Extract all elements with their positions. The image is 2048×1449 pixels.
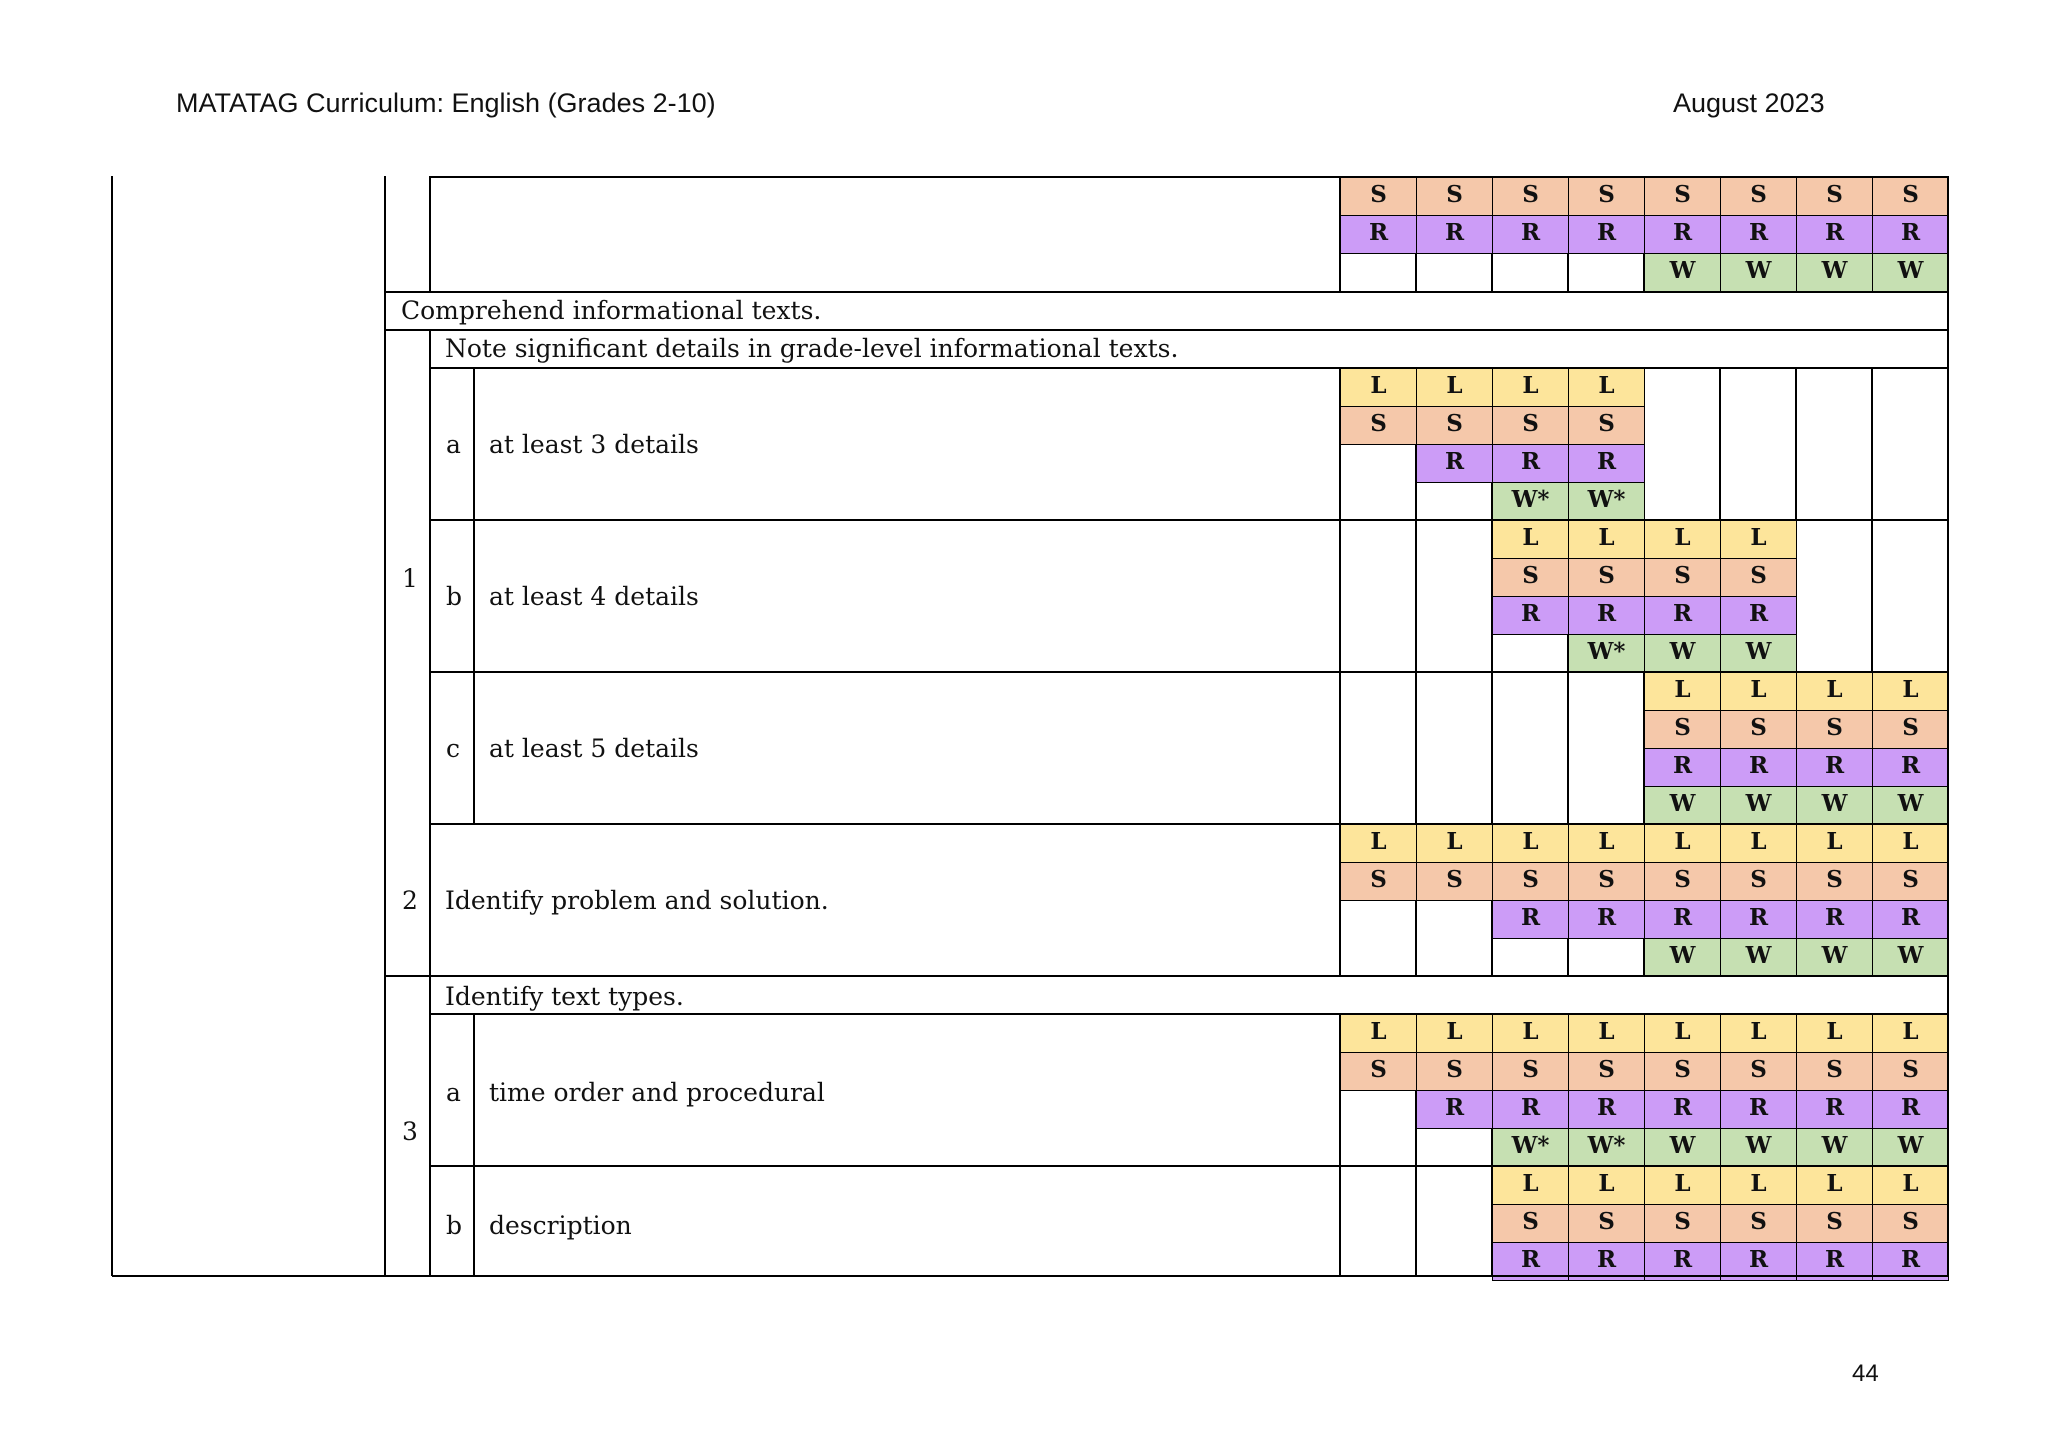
skill-cell-S: S xyxy=(1644,177,1721,216)
skill-cell-W: W* xyxy=(1568,482,1645,521)
grade-column-rule xyxy=(1491,672,1493,824)
skill-cell-R: R xyxy=(1568,444,1645,483)
section-heading: Comprehend informational texts. xyxy=(401,296,822,325)
item-3a-text: time order and procedural xyxy=(489,1078,825,1107)
skill-cell-S: S xyxy=(1340,406,1417,445)
outer-right-rule xyxy=(1947,176,1949,1276)
skill-cell-R: R xyxy=(1720,900,1797,939)
skill-cell-R: R xyxy=(1492,900,1569,939)
skill-cell-L: L xyxy=(1644,824,1721,863)
skill-cell-W: W xyxy=(1872,786,1949,825)
skill-cell-L: L xyxy=(1416,824,1493,863)
skill-cell-W: W xyxy=(1872,1128,1949,1167)
skill-cell-R: R xyxy=(1644,900,1721,939)
item-1b-text: at least 4 details xyxy=(489,582,699,611)
skill-cell-R: R xyxy=(1720,748,1797,787)
skill-cell-L: L xyxy=(1492,1166,1569,1205)
grade-column-rule xyxy=(1795,368,1797,520)
skill-cell-L: L xyxy=(1872,824,1949,863)
skill-cell-R: R xyxy=(1872,215,1949,254)
item-3b-text: description xyxy=(489,1211,632,1240)
skill-cell-W: W xyxy=(1796,253,1873,292)
skill-cell-S: S xyxy=(1644,558,1721,597)
skill-cell-L: L xyxy=(1872,1166,1949,1205)
number-column-rule xyxy=(429,176,431,292)
skill-cell-S: S xyxy=(1796,710,1873,749)
skill-cell-L: L xyxy=(1568,824,1645,863)
skill-cell-S: S xyxy=(1720,177,1797,216)
skill-cell-W: W* xyxy=(1568,1128,1645,1167)
skill-cell-L: L xyxy=(1340,1014,1417,1053)
skill-cell-W: W* xyxy=(1492,1128,1569,1167)
item-1c-letter: c xyxy=(446,734,461,763)
skill-cell-S: S xyxy=(1568,862,1645,901)
skill-cell-S: S xyxy=(1492,1052,1569,1091)
skill-cell-R: R xyxy=(1492,1242,1569,1281)
skill-cell-L: L xyxy=(1720,1166,1797,1205)
skill-cell-W: W xyxy=(1720,1128,1797,1167)
skill-cell-W: W xyxy=(1644,253,1721,292)
skill-cell-S: S xyxy=(1872,862,1949,901)
item-3a-letter: a xyxy=(446,1078,461,1107)
grade-column-rule xyxy=(1415,520,1417,672)
skill-cell-R: R xyxy=(1872,1242,1949,1281)
skill-cell-L: L xyxy=(1644,1014,1721,1053)
item-3-number: 3 xyxy=(402,1117,418,1146)
skill-cell-W: W xyxy=(1720,634,1797,673)
skill-cell-S: S xyxy=(1644,1052,1721,1091)
grade-column-rule xyxy=(1339,520,1341,672)
row-rule xyxy=(385,291,1948,293)
skill-cell-W: W xyxy=(1796,786,1873,825)
skill-cell-W: W xyxy=(1644,938,1721,977)
grade-column-rule xyxy=(1339,1166,1341,1276)
skill-cell-S: S xyxy=(1720,1052,1797,1091)
item-3-title: Identify text types. xyxy=(445,982,684,1011)
skill-cell-S: S xyxy=(1644,710,1721,749)
item-2-text: Identify problem and solution. xyxy=(445,886,829,915)
skill-cell-R: R xyxy=(1796,1090,1873,1129)
skill-cell-L: L xyxy=(1568,368,1645,407)
skill-cell-L: L xyxy=(1872,672,1949,711)
skill-cell-R: R xyxy=(1644,596,1721,635)
skill-cell-R: R xyxy=(1492,596,1569,635)
skill-cell-R: R xyxy=(1568,900,1645,939)
skill-cell-W: W xyxy=(1644,786,1721,825)
skill-cell-S: S xyxy=(1492,406,1569,445)
skill-cell-L: L xyxy=(1796,1166,1873,1205)
skill-cell-W: W xyxy=(1720,253,1797,292)
skill-cell-L: L xyxy=(1492,368,1569,407)
outer-bottom-rule xyxy=(112,1275,385,1277)
skill-cell-R: R xyxy=(1568,596,1645,635)
grade-column-rule xyxy=(1871,520,1873,672)
skill-cell-W: W xyxy=(1796,938,1873,977)
letter-column-rule xyxy=(473,1014,475,1276)
row-rule xyxy=(385,975,1948,977)
skill-cell-R: R xyxy=(1416,444,1493,483)
skill-cell-S: S xyxy=(1492,177,1569,216)
number-column-rule xyxy=(429,824,431,976)
letter-column-rule xyxy=(473,368,475,824)
skill-cell-L: L xyxy=(1644,520,1721,559)
item-3b-letter: b xyxy=(446,1211,463,1240)
skill-cell-L: L xyxy=(1568,1166,1645,1205)
row-rule xyxy=(385,329,1948,331)
skill-cell-S: S xyxy=(1416,862,1493,901)
skill-cell-L: L xyxy=(1796,1014,1873,1053)
skill-cell-R: R xyxy=(1872,1090,1949,1129)
skill-cell-R: R xyxy=(1492,444,1569,483)
skill-cell-R: R xyxy=(1720,1090,1797,1129)
skill-cell-R: R xyxy=(1796,900,1873,939)
skill-cell-R: R xyxy=(1644,1090,1721,1129)
grade-column-rule xyxy=(1567,672,1569,824)
grade-column-rule xyxy=(1415,1166,1417,1276)
skill-cell-S: S xyxy=(1872,1204,1949,1243)
item-1b-letter: b xyxy=(446,582,463,611)
skill-cell-S: S xyxy=(1568,1052,1645,1091)
item-1c-text: at least 5 details xyxy=(489,734,699,763)
skill-cell-L: L xyxy=(1492,1014,1569,1053)
skill-cell-R: R xyxy=(1796,748,1873,787)
skill-cell-R: R xyxy=(1416,215,1493,254)
skill-cell-W: W xyxy=(1644,1128,1721,1167)
skill-cell-S: S xyxy=(1720,1204,1797,1243)
skill-cell-L: L xyxy=(1644,1166,1721,1205)
skill-cell-R: R xyxy=(1416,1090,1493,1129)
skill-cell-S: S xyxy=(1720,862,1797,901)
skill-cell-L: L xyxy=(1796,672,1873,711)
number-column-rule xyxy=(429,976,431,1276)
skill-cell-L: L xyxy=(1720,520,1797,559)
skill-cell-L: L xyxy=(1416,1014,1493,1053)
grade-column-rule xyxy=(1871,368,1873,520)
skill-cell-S: S xyxy=(1872,710,1949,749)
skill-cell-S: S xyxy=(1872,1052,1949,1091)
skill-cell-L: L xyxy=(1644,672,1721,711)
item-2-number: 2 xyxy=(402,886,418,915)
grade-column-rule xyxy=(1719,368,1721,520)
skill-cell-L: L xyxy=(1340,368,1417,407)
skill-cell-R: R xyxy=(1492,1090,1569,1129)
skill-cell-S: S xyxy=(1492,862,1569,901)
item-1-number: 1 xyxy=(402,564,418,593)
skill-cell-L: L xyxy=(1492,824,1569,863)
skill-cell-S: S xyxy=(1720,710,1797,749)
skill-cell-R: R xyxy=(1644,215,1721,254)
skill-cell-S: S xyxy=(1492,558,1569,597)
skill-cell-S: S xyxy=(1416,1052,1493,1091)
skill-cell-S: S xyxy=(1796,1052,1873,1091)
skill-cell-W: W xyxy=(1872,938,1949,977)
skill-cell-R: R xyxy=(1568,215,1645,254)
skill-cell-R: R xyxy=(1340,215,1417,254)
skill-cell-L: L xyxy=(1492,520,1569,559)
skill-cell-R: R xyxy=(1720,596,1797,635)
skill-cell-S: S xyxy=(1644,1204,1721,1243)
skill-cell-S: S xyxy=(1568,177,1645,216)
skill-cell-S: S xyxy=(1568,406,1645,445)
skill-cell-W: W* xyxy=(1568,634,1645,673)
skill-cell-S: S xyxy=(1416,177,1493,216)
item-1a-text: at least 3 details xyxy=(489,430,699,459)
table-bottom-rule xyxy=(385,1275,1948,1277)
skill-cell-L: L xyxy=(1720,1014,1797,1053)
item-1a-letter: a xyxy=(446,430,461,459)
skill-cell-S: S xyxy=(1796,1204,1873,1243)
skill-cell-W: W xyxy=(1872,253,1949,292)
skill-cell-S: S xyxy=(1416,406,1493,445)
skill-cell-R: R xyxy=(1720,1242,1797,1281)
skill-cell-R: R xyxy=(1872,748,1949,787)
skill-cell-L: L xyxy=(1796,824,1873,863)
skill-cell-S: S xyxy=(1872,177,1949,216)
grade-column-rule xyxy=(1415,672,1417,824)
skill-cell-W: W* xyxy=(1492,482,1569,521)
item-1-title: Note significant details in grade-level informational texts. xyxy=(445,334,1179,363)
skill-cell-L: L xyxy=(1568,1014,1645,1053)
skill-cell-R: R xyxy=(1568,1090,1645,1129)
skill-cell-R: R xyxy=(1720,215,1797,254)
skill-cell-L: L xyxy=(1340,824,1417,863)
skill-cell-L: L xyxy=(1416,368,1493,407)
skill-cell-W: W xyxy=(1720,786,1797,825)
skill-cell-L: L xyxy=(1568,520,1645,559)
skill-cell-L: L xyxy=(1720,672,1797,711)
skill-cell-S: S xyxy=(1796,177,1873,216)
outer-left-rule xyxy=(111,176,113,1276)
skill-cell-L: L xyxy=(1720,824,1797,863)
document-header-date: August 2023 xyxy=(1673,88,1825,118)
skill-cell-R: R xyxy=(1796,215,1873,254)
skill-cell-S: S xyxy=(1568,558,1645,597)
skill-cell-R: R xyxy=(1568,1242,1645,1281)
skill-cell-S: S xyxy=(1492,1204,1569,1243)
skill-cell-R: R xyxy=(1644,748,1721,787)
skill-cell-L: L xyxy=(1872,1014,1949,1053)
skill-cell-S: S xyxy=(1340,1052,1417,1091)
number-column-rule xyxy=(429,330,431,824)
document-header-title: MATATAG Curriculum: English (Grades 2-10) xyxy=(176,88,716,118)
skill-cell-W: W xyxy=(1720,938,1797,977)
grade-column-rule xyxy=(1339,672,1341,824)
page-number: 44 xyxy=(1852,1360,1879,1387)
skill-cell-S: S xyxy=(1568,1204,1645,1243)
skill-cell-S: S xyxy=(1340,177,1417,216)
skill-cell-S: S xyxy=(1644,862,1721,901)
skill-cell-W: W xyxy=(1796,1128,1873,1167)
skill-cell-W: W xyxy=(1644,634,1721,673)
domain-column-rule xyxy=(384,176,386,1276)
skill-cell-S: S xyxy=(1340,862,1417,901)
skill-cell-R: R xyxy=(1872,900,1949,939)
skill-cell-R: R xyxy=(1796,1242,1873,1281)
skill-cell-S: S xyxy=(1796,862,1873,901)
skill-cell-S: S xyxy=(1720,558,1797,597)
skill-cell-R: R xyxy=(1644,1242,1721,1281)
skill-cell-R: R xyxy=(1492,215,1569,254)
